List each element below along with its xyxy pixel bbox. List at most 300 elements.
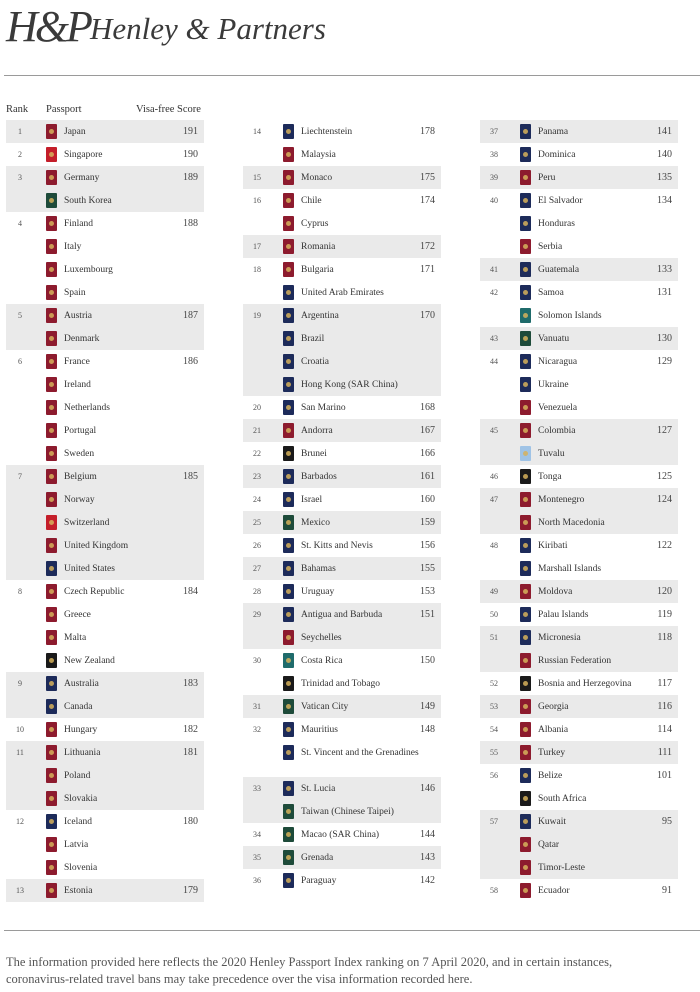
score-column-header: Visa-free Score — [136, 104, 201, 115]
country-name: Czech Republic — [64, 587, 125, 597]
rank-value: 24 — [253, 495, 261, 504]
rank-value — [6, 764, 34, 787]
visa-free-score: 133 — [657, 264, 672, 275]
rank-value: 25 — [253, 518, 261, 527]
rank-value — [6, 833, 34, 856]
country-name: Germany — [64, 173, 100, 183]
visa-free-score: 183 — [183, 678, 198, 689]
passport-icon — [283, 147, 294, 162]
visa-free-score: 159 — [420, 517, 435, 528]
rank-value — [480, 235, 508, 258]
country-name: Barbados — [301, 472, 337, 482]
country-name: Kuwait — [538, 817, 566, 827]
passport-icon — [520, 400, 531, 415]
rank-value — [480, 373, 508, 396]
passport-icon — [520, 584, 531, 599]
table-row — [243, 120, 441, 143]
visa-free-score: 91 — [662, 885, 672, 896]
rank-value — [6, 258, 34, 281]
header-divider — [4, 75, 700, 76]
rank-value: 6 — [18, 357, 22, 366]
visa-free-score: 150 — [420, 655, 435, 666]
table-row — [6, 833, 204, 856]
country-name: Liechtenstein — [301, 127, 353, 137]
visa-free-score: 190 — [183, 149, 198, 160]
visa-free-score: 155 — [420, 563, 435, 574]
visa-free-score: 151 — [420, 609, 435, 620]
passport-icon — [520, 860, 531, 875]
passport-icon — [520, 837, 531, 852]
table-row — [480, 580, 678, 603]
rank-value — [480, 649, 508, 672]
passport-icon — [283, 827, 294, 842]
passport-icon — [283, 170, 294, 185]
table-row — [6, 488, 204, 511]
visa-free-score: 120 — [657, 586, 672, 597]
table-row — [480, 718, 678, 741]
passport-icon — [283, 377, 294, 392]
country-name: Denmark — [64, 334, 100, 344]
passport-icon — [283, 561, 294, 576]
rank-value: 1 — [18, 127, 22, 136]
rank-value — [6, 488, 34, 511]
table-row — [243, 557, 441, 580]
rank-value — [6, 626, 34, 649]
country-name: Ecuador — [538, 886, 570, 896]
rank-value — [6, 511, 34, 534]
visa-free-score: 174 — [420, 195, 435, 206]
visa-free-score: 187 — [183, 310, 198, 321]
rank-value — [243, 350, 271, 373]
country-name: Hungary — [64, 725, 98, 735]
visa-free-score: 119 — [657, 609, 672, 620]
country-name: Grenada — [301, 853, 334, 863]
passport-icon — [283, 873, 294, 888]
country-name: Georgia — [538, 702, 569, 712]
country-name: Samoa — [538, 288, 564, 298]
country-name: Russian Federation — [538, 656, 612, 666]
passport-icon — [46, 699, 57, 714]
visa-free-score: 160 — [420, 494, 435, 505]
table-row — [6, 235, 204, 258]
visa-free-score: 130 — [657, 333, 672, 344]
table-row — [243, 649, 441, 672]
table-row — [6, 120, 204, 143]
table-row — [243, 281, 441, 304]
country-name: Palau Islands — [538, 610, 589, 620]
rank-value: 36 — [253, 876, 261, 885]
rank-value — [6, 649, 34, 672]
rank-value: 50 — [490, 610, 498, 619]
passport-icon — [283, 124, 294, 139]
country-name: Switzerland — [64, 518, 110, 528]
rank-value — [480, 304, 508, 327]
rank-value: 22 — [253, 449, 261, 458]
table-row — [6, 580, 204, 603]
table-row — [480, 212, 678, 235]
passport-icon — [46, 653, 57, 668]
country-name: Luxembourg — [64, 265, 113, 275]
country-name: Norway — [64, 495, 95, 505]
country-name: Croatia — [301, 357, 329, 367]
passport-icon — [46, 216, 57, 231]
rank-value: 42 — [490, 288, 498, 297]
table-row — [480, 373, 678, 396]
table-row — [243, 327, 441, 350]
passport-icon — [520, 538, 531, 553]
country-name: Belize — [538, 771, 563, 781]
rank-value: 38 — [490, 150, 498, 159]
country-name: Monaco — [301, 173, 333, 183]
passport-icon — [520, 170, 531, 185]
country-name: Vanuatu — [538, 334, 570, 344]
visa-free-score: 179 — [183, 885, 198, 896]
country-name: Peru — [538, 173, 556, 183]
table-row — [6, 373, 204, 396]
table-row — [243, 465, 441, 488]
visa-free-score: 142 — [420, 875, 435, 886]
country-name: Kiribati — [538, 541, 568, 551]
table-row — [480, 672, 678, 695]
passport-column-header: Passport — [46, 104, 82, 115]
country-name: Moldova — [538, 587, 573, 597]
country-name: Bosnia and Herzegovina — [538, 679, 632, 689]
passport-icon — [520, 354, 531, 369]
rank-value: 8 — [18, 587, 22, 596]
passport-icon — [283, 699, 294, 714]
table-row — [6, 511, 204, 534]
table-row — [480, 235, 678, 258]
table-row — [6, 672, 204, 695]
country-name: Panama — [538, 127, 569, 137]
passport-icon — [46, 722, 57, 737]
passport-icon — [283, 331, 294, 346]
brand-name: Henley & Partners — [90, 11, 326, 46]
passport-icon — [520, 446, 531, 461]
rank-value: 5 — [18, 311, 22, 320]
rank-value: 28 — [253, 587, 261, 596]
rank-value: 27 — [253, 564, 261, 573]
table-row — [243, 603, 441, 626]
passport-icon — [520, 630, 531, 645]
rank-value — [480, 856, 508, 879]
rank-value: 9 — [18, 679, 22, 688]
visa-free-score: 153 — [420, 586, 435, 597]
table-row — [243, 189, 441, 212]
passport-icon — [283, 515, 294, 530]
visa-free-score: 191 — [183, 126, 198, 137]
passport-icon — [283, 630, 294, 645]
passport-icon — [46, 147, 57, 162]
rank-value: 35 — [253, 853, 261, 862]
visa-free-score: 117 — [657, 678, 672, 689]
passport-icon — [283, 584, 294, 599]
rank-value: 54 — [490, 725, 498, 734]
table-row — [6, 189, 204, 212]
table-row — [480, 695, 678, 718]
visa-free-score: 111 — [657, 747, 672, 758]
visa-free-score: 131 — [657, 287, 672, 298]
visa-free-score: 95 — [662, 816, 672, 827]
passport-icon — [46, 354, 57, 369]
visa-free-score: 156 — [420, 540, 435, 551]
country-name: Poland — [64, 771, 91, 781]
rank-value: 39 — [490, 173, 498, 182]
passport-icon — [46, 423, 57, 438]
country-name: Solomon Islands — [538, 311, 602, 321]
passport-icon — [283, 216, 294, 231]
country-name: Antigua and Barbuda — [301, 610, 383, 620]
passport-icon — [46, 768, 57, 783]
rank-value — [243, 741, 271, 764]
passport-icon — [46, 584, 57, 599]
visa-free-score: 170 — [420, 310, 435, 321]
rank-value: 10 — [16, 725, 24, 734]
table-row — [243, 304, 441, 327]
visa-free-score: 140 — [657, 149, 672, 160]
table-row — [480, 764, 678, 787]
country-name: Timor-Leste — [538, 863, 585, 873]
rank-value — [243, 327, 271, 350]
country-name: Venezuela — [538, 403, 578, 413]
table-row — [6, 396, 204, 419]
passport-icon — [283, 354, 294, 369]
rank-value: 19 — [253, 311, 261, 320]
table-row — [6, 649, 204, 672]
passport-icon — [46, 860, 57, 875]
rank-value: 29 — [253, 610, 261, 619]
table-row — [480, 189, 678, 212]
passport-icon — [520, 308, 531, 323]
passport-icon — [46, 239, 57, 254]
rank-value — [480, 511, 508, 534]
table-row — [6, 212, 204, 235]
table-row — [480, 810, 678, 833]
rank-value: 2 — [18, 150, 22, 159]
rank-value: 41 — [490, 265, 498, 274]
passport-icon — [46, 791, 57, 806]
ranking-column-3 — [480, 120, 678, 902]
passport-icon — [520, 814, 531, 829]
table-row — [480, 833, 678, 856]
visa-free-score: 129 — [657, 356, 672, 367]
table-row — [6, 281, 204, 304]
rank-value: 51 — [490, 633, 498, 642]
country-name: Taiwan (Chinese Taipei) — [301, 807, 394, 817]
country-name: North Macedonia — [538, 518, 605, 528]
table-row — [480, 281, 678, 304]
table-row — [243, 442, 441, 465]
passport-icon — [520, 561, 531, 576]
rank-value — [243, 626, 271, 649]
passport-icon — [46, 377, 57, 392]
passport-icon — [46, 400, 57, 415]
table-row — [480, 649, 678, 672]
passport-icon — [520, 492, 531, 507]
table-row — [480, 419, 678, 442]
country-name: Qatar — [538, 840, 560, 850]
country-name: Iceland — [64, 817, 92, 827]
rank-value: 30 — [253, 656, 261, 665]
table-row — [6, 419, 204, 442]
country-name: Belgium — [64, 472, 97, 482]
visa-free-score: 122 — [657, 540, 672, 551]
country-name: Spain — [64, 288, 86, 298]
passport-icon — [283, 745, 294, 760]
passport-icon — [520, 193, 531, 208]
country-name: Micronesia — [538, 633, 581, 643]
visa-free-score: 171 — [420, 264, 435, 275]
rank-value: 17 — [253, 242, 261, 251]
table-row — [243, 823, 441, 846]
table-row — [6, 741, 204, 764]
table-row — [243, 695, 441, 718]
passport-icon — [283, 308, 294, 323]
visa-free-score: 135 — [657, 172, 672, 183]
footnote: The information provided here reflects the 2020 Henley Passport Index ranking on 7 April 2020, and in certain instances, coronavirus-related travel bans may take precedence over the visa information recorded here. — [6, 955, 613, 986]
country-name: Mauritius — [301, 725, 338, 735]
rank-value: 4 — [18, 219, 22, 228]
country-name: Montenegro — [538, 495, 585, 505]
rank-value: 53 — [490, 702, 498, 711]
passport-icon — [46, 515, 57, 530]
passport-icon — [46, 331, 57, 346]
table-row — [243, 212, 441, 235]
table-row — [6, 603, 204, 626]
table-row — [480, 143, 678, 166]
rank-value: 33 — [253, 784, 261, 793]
passport-icon — [283, 285, 294, 300]
passport-icon — [283, 492, 294, 507]
passport-icon — [46, 676, 57, 691]
passport-icon — [283, 446, 294, 461]
passport-icon — [520, 768, 531, 783]
rank-column-header: Rank — [6, 104, 29, 115]
table-row — [480, 396, 678, 419]
rank-value: 26 — [253, 541, 261, 550]
visa-free-score: 124 — [657, 494, 672, 505]
table-row — [480, 120, 678, 143]
table-row — [6, 879, 204, 902]
rank-value: 16 — [253, 196, 261, 205]
table-row — [480, 787, 678, 810]
passport-icon — [283, 262, 294, 277]
country-name: Canada — [64, 702, 93, 712]
table-row — [243, 800, 441, 823]
visa-free-score: 118 — [657, 632, 672, 643]
passport-icon — [520, 791, 531, 806]
rank-value: 32 — [253, 725, 261, 734]
rank-value: 13 — [16, 886, 24, 895]
passport-icon — [283, 607, 294, 622]
country-name: Turkey — [538, 748, 566, 758]
passport-icon — [46, 492, 57, 507]
country-name: San Marino — [301, 403, 346, 413]
passport-icon — [283, 850, 294, 865]
country-name: Finland — [64, 219, 94, 229]
table-row — [6, 695, 204, 718]
table-row — [480, 327, 678, 350]
passport-icon — [520, 699, 531, 714]
passport-icon — [520, 515, 531, 530]
table-row — [6, 626, 204, 649]
country-name: Brunei — [301, 449, 327, 459]
table-row — [243, 741, 441, 777]
country-name: United Arab Emirates — [301, 288, 384, 298]
country-name: Ukraine — [538, 380, 569, 390]
rank-value — [6, 281, 34, 304]
rank-value: 18 — [253, 265, 261, 274]
table-row — [480, 166, 678, 189]
country-name: Colombia — [538, 426, 576, 436]
rank-value — [6, 327, 34, 350]
visa-free-score: 127 — [657, 425, 672, 436]
country-name: Chile — [301, 196, 322, 206]
rank-value: 11 — [16, 748, 24, 757]
ranking-column-1 — [6, 120, 204, 902]
rank-value: 14 — [253, 127, 261, 136]
table-row — [243, 488, 441, 511]
passport-icon — [520, 147, 531, 162]
visa-free-score: 161 — [420, 471, 435, 482]
visa-free-score: 172 — [420, 241, 435, 252]
passport-icon — [46, 170, 57, 185]
table-row — [6, 787, 204, 810]
rank-value — [480, 396, 508, 419]
rank-value — [6, 856, 34, 879]
table-row — [6, 856, 204, 879]
rank-value — [6, 442, 34, 465]
rank-value — [6, 787, 34, 810]
rank-value: 49 — [490, 587, 498, 596]
passport-icon — [46, 561, 57, 576]
passport-icon — [46, 262, 57, 277]
country-name: Slovakia — [64, 794, 98, 804]
country-name: Malta — [64, 633, 87, 643]
table-row — [243, 235, 441, 258]
country-name: Andorra — [301, 426, 333, 436]
table-row — [6, 143, 204, 166]
rank-value — [243, 800, 271, 823]
visa-free-score: 134 — [657, 195, 672, 206]
country-name: Brazil — [301, 334, 325, 344]
country-name: Portugal — [64, 426, 97, 436]
table-row — [480, 511, 678, 534]
table-row — [243, 846, 441, 869]
table-row — [480, 741, 678, 764]
table-row — [6, 465, 204, 488]
passport-icon — [283, 193, 294, 208]
country-name: Greece — [64, 610, 91, 620]
table-row — [243, 143, 441, 166]
passport-icon — [46, 745, 57, 760]
table-row — [480, 879, 678, 902]
passport-icon — [520, 239, 531, 254]
country-name: United States — [64, 564, 115, 574]
country-name: Lithuania — [64, 748, 101, 758]
brand-logo-mark: H&P — [6, 2, 90, 51]
rank-value: 31 — [253, 702, 261, 711]
passport-icon — [520, 676, 531, 691]
table-row — [243, 626, 441, 649]
passport-icon — [283, 781, 294, 796]
visa-free-score: 146 — [420, 783, 435, 794]
rank-value — [6, 695, 34, 718]
country-name: Malaysia — [301, 150, 336, 160]
passport-icon — [283, 722, 294, 737]
table-row — [243, 350, 441, 373]
rank-value — [6, 189, 34, 212]
